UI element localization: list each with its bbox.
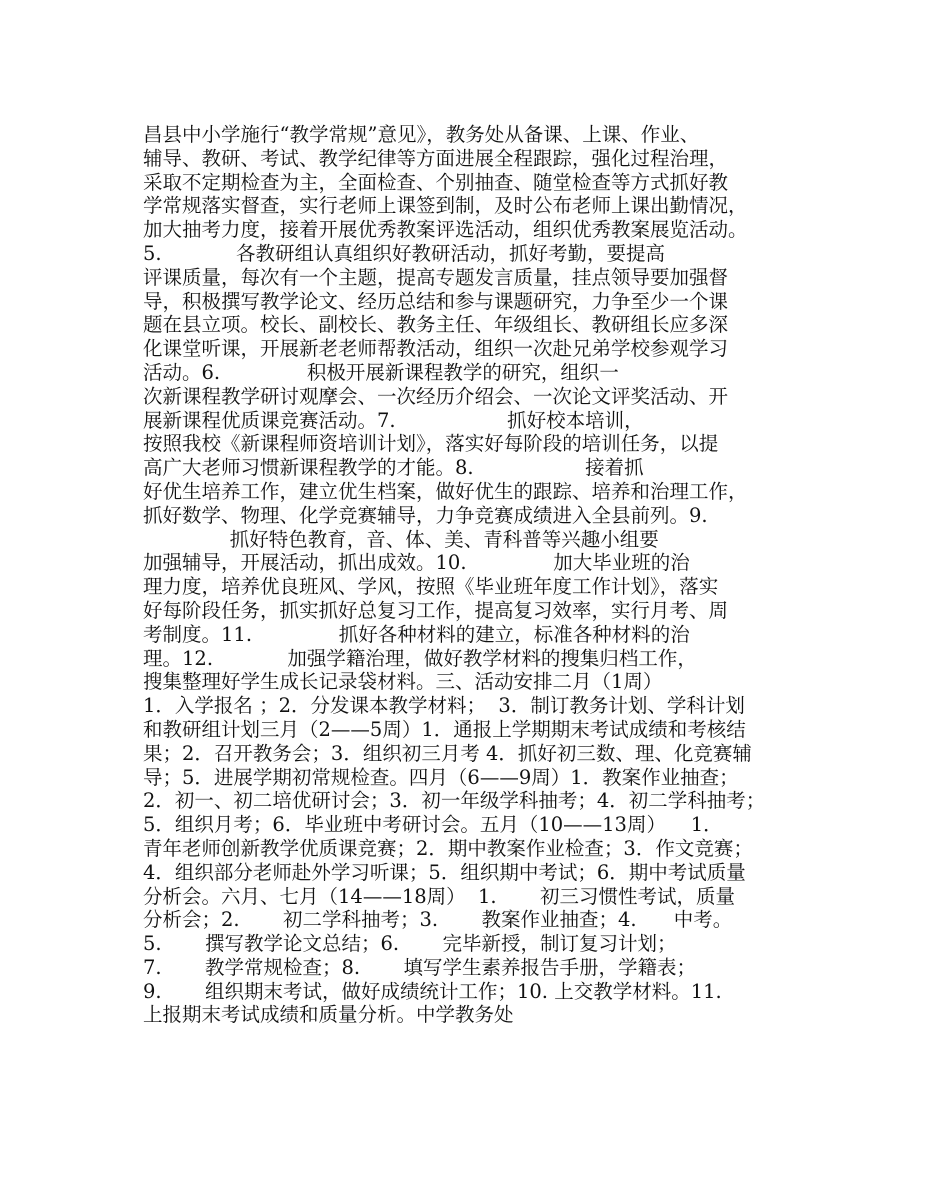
text-line: 理。12. 加强学籍治理，做好教学材料的搜集归档工作， xyxy=(143,646,697,670)
text-line: 理力度，培养优良班风、学风，按照《毕业班年度工作计划》，落实 xyxy=(143,575,719,599)
text-line: 展新课程优质课竞赛活动。7. 抓好校本培训， xyxy=(143,408,644,432)
text-line: 和教研组计划三月（2——5周）1．通报上学期期末考试成绩和考核结 xyxy=(143,717,746,741)
text-line: 4．组织部分老师赴外学习听课；5．组织期中考试；6．期中考试质量 xyxy=(143,860,746,884)
text-line: 1．入学报名 ；2．分发课本教学材料； 3．制订教务计划、学科计划 xyxy=(143,694,745,718)
text-line: 采取不定期检查为主，全面检查、个别抽查、随堂检查等方式抓好教 xyxy=(143,170,729,194)
text-line: 分析会；2. 初二学科抽考；3. 教案作业抽查；4. 中考。 xyxy=(143,908,733,932)
text-line: 分析会。六月、七月（14——18周） 1. 初三习惯性考试，质量 xyxy=(143,884,736,908)
text-line: 次新课程教学研讨观摩会、一次经历介绍会、一次论文评奖活动、开 xyxy=(143,384,729,408)
text-line: 抓好特色教育，音、体、美、青科普等兴趣小组要 xyxy=(143,527,659,551)
text-line: 2．初一、初二培优研讨会；3．初一年级学科抽考；4．初二学科抽考； xyxy=(143,789,766,813)
text-line: 上报期末考试成绩和质量分析。中学教务处 xyxy=(143,1003,514,1027)
text-line: 搜集整理好学生成长记录袋材料。三、活动安排二月（1周） xyxy=(143,670,663,694)
text-line: 好优生培养工作，建立优生档案，做好优生的跟踪、培养和治理工作， xyxy=(143,479,748,503)
text-line: 5．组织月考；6．毕业班中考研讨会。五月（10——13周） 1． xyxy=(143,813,723,837)
text-line: 7. 教学常规检查；8. 填写学生素养报告手册，学籍表； xyxy=(143,955,696,979)
text-line: 评课质量，每次有一个主题，提高专题发言质量，挂点领导要加强督 xyxy=(143,265,729,289)
text-line: 果；2．召开教务会；3．组织初三月考 4．抓好初三数、理、化竞赛辅 xyxy=(143,741,752,765)
text-line: 导；5．进展学期初常规检查。四月（6——9周）1．教案作业抽查； xyxy=(143,765,739,789)
text-line: 题在县立项。校长、副校长、教务主任、年级组长、教研组长应多深 xyxy=(143,313,729,337)
text-line: 活动。6. 积极开展新课程教学的研究，组织一 xyxy=(143,360,619,384)
text-line: 昌县中小学施行“教学常规”意见》，教务处从备课、上课、作业、 xyxy=(143,123,700,146)
text-line: 高广大老师习惯新课程教学的才能。8. 接着抓 xyxy=(143,456,644,480)
text-line: 辅导、教研、考试、教学纪律等方面进展全程跟踪，强化过程治理， xyxy=(143,146,729,170)
text-line: 5. 各教研组认真组织好教研活动，抓好考勤，要提高 xyxy=(143,241,665,265)
text-line: 考制度。11. 抓好各种材料的建立，标准各种材料的治 xyxy=(143,622,690,646)
text-line: 5. 撰写教学论文总结；6. 完毕新授，制订复习计划； xyxy=(143,932,677,956)
text-line: 导，积极撰写教学论文、经历总结和参与课题研究，力争至少一个课 xyxy=(143,289,729,313)
text-line: 抓好数学、物理、化学竞赛辅导，力争竞赛成绩进入全县前列。9. xyxy=(143,503,708,527)
text-line: 学常规落实督查，实行老师上课签到制，及时公布老师上课出勤情况， xyxy=(143,194,748,218)
text-line: 青年老师创新教学优质课竞赛；2．期中教案作业检查；3．作文竞赛； xyxy=(143,836,753,860)
body-text xyxy=(143,123,823,1027)
text-line: 按照我校《新课程师资培训计划》，落实好每阶段的培训任务，以提 xyxy=(143,432,719,456)
text-line: 好每阶段任务，抓实抓好总复习工作，提高复习效率，实行月考、周 xyxy=(143,598,729,622)
text-line: 9. 组织期末考试，做好成绩统计工作；10. 上交教学材料。11. xyxy=(143,979,722,1003)
text-line: 加强辅导，开展活动，抓出成效。10. 加大毕业班的治 xyxy=(143,551,690,575)
text-line: 化课堂听课，开展新老老师帮教活动，组织一次赴兄弟学校参观学习 xyxy=(143,337,729,361)
text-line: 加大抽考力度，接着开展优秀教案评选活动，组织优秀教案展览活动。 xyxy=(143,218,748,242)
